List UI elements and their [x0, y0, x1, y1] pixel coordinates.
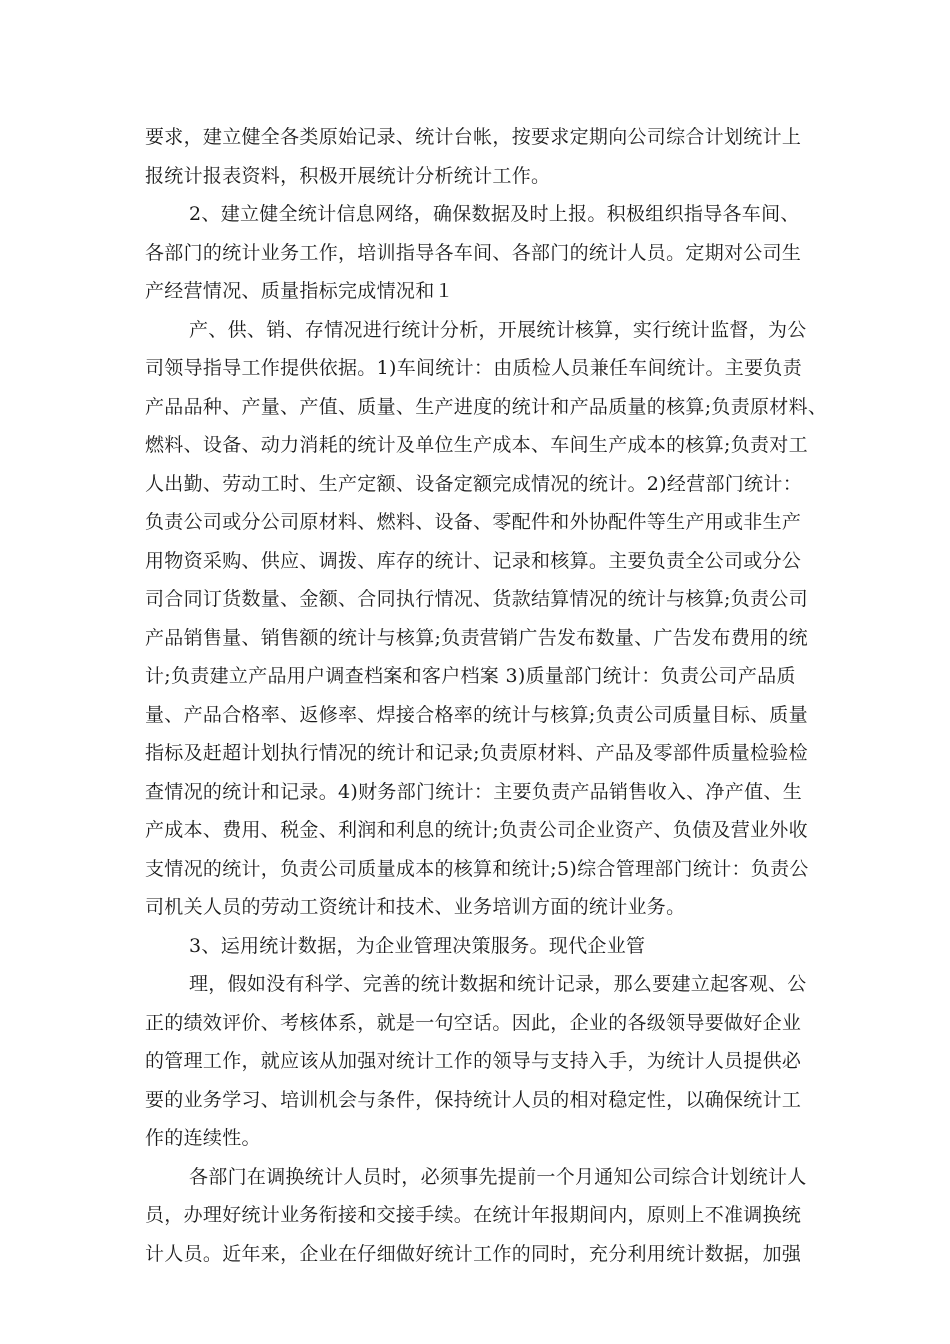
text-line: 支情况的统计，负责公司质量成本的核算和统计;5)综合管理部门统计：负责公	[145, 857, 809, 880]
text-line: 产品销售量、销售额的统计与核算;负责营销广告发布数量、广告发布费用的统	[145, 626, 808, 649]
text-line: 负责公司或分公司原材料、燃料、设备、零配件和外协配件等生产用或非生产	[145, 511, 802, 533]
text-line: 人出勤、劳动工时、生产定额、设备定额完成情况的统计。2)经营部门统计：	[145, 472, 803, 495]
text-line: 司机关人员的劳动工资统计和技术、业务培训方面的统计业务。	[145, 896, 686, 918]
text-line: 报统计报表资料，积极开展统计分析统计工作。	[145, 164, 551, 187]
text-line: 司合同订货数量、金额、合同执行情况、货款结算情况的统计与核算;负责公司	[145, 588, 808, 610]
text-line: 产品品种、产量、产值、质量、生产进度的统计和产品质量的核算;负责原材料、	[145, 395, 828, 418]
text-line: 的管理工作，就应该从加强对统计工作的领导与支持入手，为统计人员提供必	[145, 1050, 802, 1072]
text-line: 产、供、销、存情况进行统计分析，开展统计核算，实行统计监督，为公	[189, 318, 807, 341]
text-line: 理，假如没有科学、完善的统计数据和统计记录，那么要建立起客观、公	[189, 973, 807, 995]
text-line: 要求，建立健全各类原始记录、统计台帐，按要求定期向公司综合计划统计上	[145, 126, 802, 148]
text-line: 各部门的统计业务工作，培训指导各车间、各部门的统计人员。定期对公司生	[145, 241, 802, 264]
text-line: 查情况的统计和记录。4)财务部门统计：主要负责产品销售收入、净产值、生	[145, 780, 803, 803]
text-line: 司领导指导工作提供依据。1)车间统计：由质检人员兼任车间统计。主要负责	[145, 357, 803, 379]
document-body	[145, 118, 828, 1273]
text-line: 指标及赶超计划执行情况的统计和记录;负责原材料、产品及零部件质量检验检	[145, 742, 808, 764]
text-line: 量、产品合格率、返修率、焊接合格率的统计与核算;负责公司质量目标、质量	[145, 703, 808, 726]
text-line: 正的绩效评价、考核体系，就是一句空话。因此，企业的各级领导要做好企业	[145, 1011, 802, 1034]
text-line: 产经营情况、质量指标完成情况和１	[145, 280, 454, 302]
text-line: 2、建立健全统计信息网络，确保数据及时上报。积极组织指导各车间、	[189, 203, 800, 225]
text-line: 计人员。近年来，企业在仔细做好统计工作的同时，充分利用统计数据，加强	[145, 1242, 802, 1265]
text-line: 作的连续性。	[145, 1127, 261, 1149]
text-line: 要的业务学习、培训机会与条件，保持统计人员的相对稳定性，以确保统计工	[145, 1088, 802, 1111]
text-line: 产成本、费用、税金、利润和利息的统计;负责公司企业资产、负债及营业外收	[145, 819, 808, 841]
text-line: 燃料、设备、动力消耗的统计及单位生产成本、车间生产成本的核算;负责对工	[145, 434, 808, 456]
text-line: 用物资采购、供应、调拨、库存的统计、记录和核算。主要负责全公司或分公	[145, 549, 802, 572]
text-line: 员，办理好统计业务衔接和交接手续。在统计年报期间内，原则上不准调换统	[145, 1204, 802, 1226]
text-line: 各部门在调换统计人员时，必须事先提前一个月通知公司综合计划统计人	[189, 1165, 807, 1188]
text-line: 3、运用统计数据，为企业管理决策服务。现代企业管	[189, 934, 646, 957]
text-line: 计;负责建立产品用户调查档案和客户档案 3)质量部门统计：负责公司产品质	[145, 665, 796, 687]
